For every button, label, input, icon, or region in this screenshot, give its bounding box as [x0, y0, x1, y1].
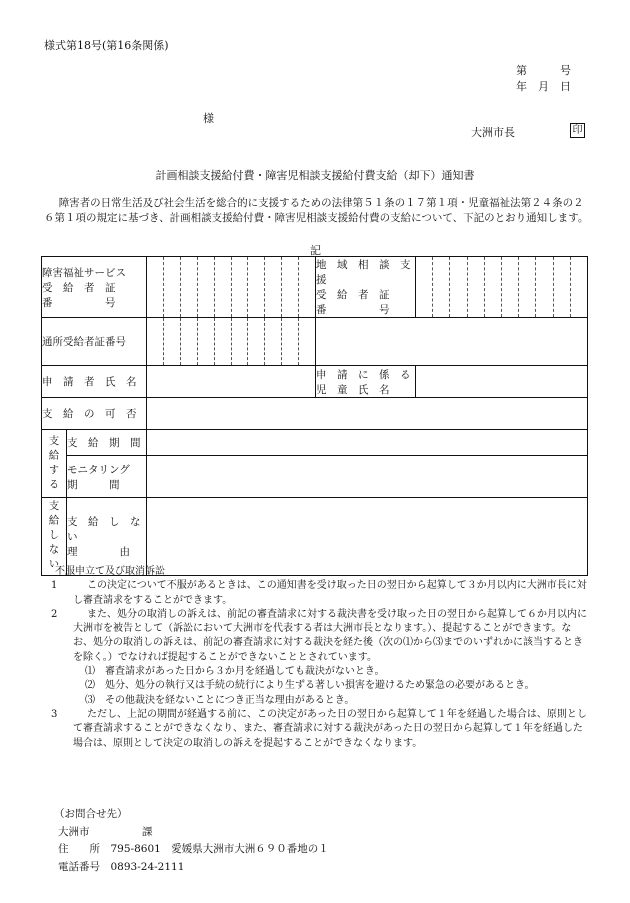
- note-number: 2: [51, 608, 58, 620]
- seal-mark: 印: [570, 123, 585, 138]
- deny-reason-line-1: 支 給 し な い: [67, 516, 151, 543]
- applicant-name-field[interactable]: [147, 366, 316, 398]
- commute-cert-label: 通所受給者証番号: [42, 318, 147, 366]
- child-name-line-2: 児 童 氏 名: [316, 383, 390, 396]
- notes-heading: 不服申立て及び取消訴訟: [55, 566, 165, 577]
- contact-info: [54, 806, 329, 876]
- note-subitem-2: ⑵ 処分、処分の執行又は手続の続行により生ずる著しい損害を避けるため緊急の必要があるとき。: [85, 680, 535, 692]
- note-subitem-1: ⑴ 審査請求があった日から３か月を経過しても裁決がないとき。: [85, 666, 385, 678]
- blank-cell: [316, 318, 588, 366]
- welfare-cert-line-2: 受 給 者 証: [42, 281, 116, 294]
- monitoring-line-1: モニタリング: [67, 463, 130, 476]
- note-text: また、処分の取消しの訴えは、前記の審査請求に対する裁決書を受け取った日の翌日から起算して６か月以内に大洲市を被告として（訴訟において大洲市を代表する者は大洲市長となります。）、提起することができます。なお、処分の取消しの訴えは、前記の審査請求に対する裁決を経た後（次の⑴から⑶までのいずれかに該当するときを除く。）でなければ提起することができないこととされています。: [73, 608, 587, 663]
- ki-marker: 記: [310, 244, 321, 257]
- monitoring-line-2: 期 間: [67, 478, 120, 491]
- note-subitem-3: ⑶ その他裁決を経ないことにつき正当な理由があるとき。: [85, 694, 355, 706]
- appeal-notes: [41, 565, 591, 751]
- monitoring-period-field[interactable]: [147, 456, 588, 498]
- deny-group-label: [42, 498, 67, 576]
- applicant-name-label: 申 請 者 氏 名: [42, 366, 147, 398]
- note-text: この決定について不服があるときは、この通知書を受け取った日の翌日から起算して３か月以内に大洲市長に対し審査請求をすることができます。: [73, 580, 587, 606]
- deny-reason-line-2: 理 由: [67, 546, 130, 558]
- grant-group-text: 支給する: [47, 434, 60, 493]
- note-item-3: [41, 708, 591, 751]
- document-date: 年 月 日: [516, 80, 571, 93]
- regional-cert-line-1: 地 域 相 談 支 援: [316, 259, 421, 286]
- deny-reason-label: [67, 498, 151, 576]
- welfare-cert-number-field[interactable]: [147, 257, 316, 318]
- note-number: 1: [51, 580, 58, 592]
- note-text: ただし、上記の期間が経過する前に、この決定があった日の翌日から起算して１年を経過した場合は、原則として審査請求することができなくなり、また、審査請求に対する裁決があった日の翌日から起算して１年を経過した場合は、原則として決定の取消しの訴えを提起することができなくなります。: [73, 708, 587, 749]
- monitoring-period-label: [67, 456, 147, 498]
- intro-paragraph: 障害者の日常生活及び社会生活を総合的に支援するための法律第５１条の１７第１項・児童福祉法第２４条の２６第１項の規定に基づき、計画相談支援給付費・障害児相談支援給付費の支給について、下記のとおり通知します。: [44, 197, 589, 224]
- form-id: 様式第18号(第16条関係): [44, 39, 169, 52]
- document-number: 第 号: [516, 64, 571, 77]
- addressee-suffix: 様: [203, 112, 214, 125]
- child-name-field[interactable]: [416, 366, 588, 398]
- commute-cert-number-field[interactable]: [147, 318, 316, 366]
- document-title: 計画相談支援給付費・障害児相談支援給付費支給（却下）通知書: [155, 169, 475, 182]
- regional-cert-line-2: 受 給 者 証: [316, 289, 390, 301]
- approval-field[interactable]: [147, 398, 588, 430]
- contact-phone: 電話番号 0893-24-2111: [58, 860, 185, 873]
- notice-table: [41, 256, 588, 576]
- deny-reason-field[interactable]: [147, 498, 588, 576]
- note-number: 3: [51, 708, 58, 720]
- note-item-1: [41, 579, 591, 608]
- child-name-line-1: 申 請 に 係 る: [316, 368, 411, 381]
- contact-heading: （お問合せ先）: [54, 808, 128, 820]
- regional-cert-line-3: 番 号: [316, 304, 390, 316]
- grant-period-field[interactable]: [147, 430, 588, 456]
- grant-period-label: 支 給 期 間: [67, 430, 147, 456]
- child-name-label: [316, 366, 416, 398]
- contact-address: 住 所 795-8601 愛媛県大洲市大洲６９０番地の１: [58, 843, 329, 855]
- welfare-cert-line-3: 番 号: [42, 296, 116, 309]
- issuer-name: 大洲市長: [471, 126, 515, 139]
- welfare-cert-label: [42, 257, 147, 318]
- contact-dept: 大洲市 課: [58, 825, 153, 838]
- deny-group-text: 支給しない: [47, 500, 60, 573]
- note-item-2: [41, 608, 591, 665]
- grant-group-label: [42, 430, 67, 498]
- regional-cert-number-field[interactable]: [416, 257, 588, 318]
- regional-cert-label: [316, 257, 421, 318]
- approval-label: 支 給 の 可 否: [42, 398, 147, 430]
- welfare-cert-line-1: 障害福祉サービス: [42, 266, 126, 279]
